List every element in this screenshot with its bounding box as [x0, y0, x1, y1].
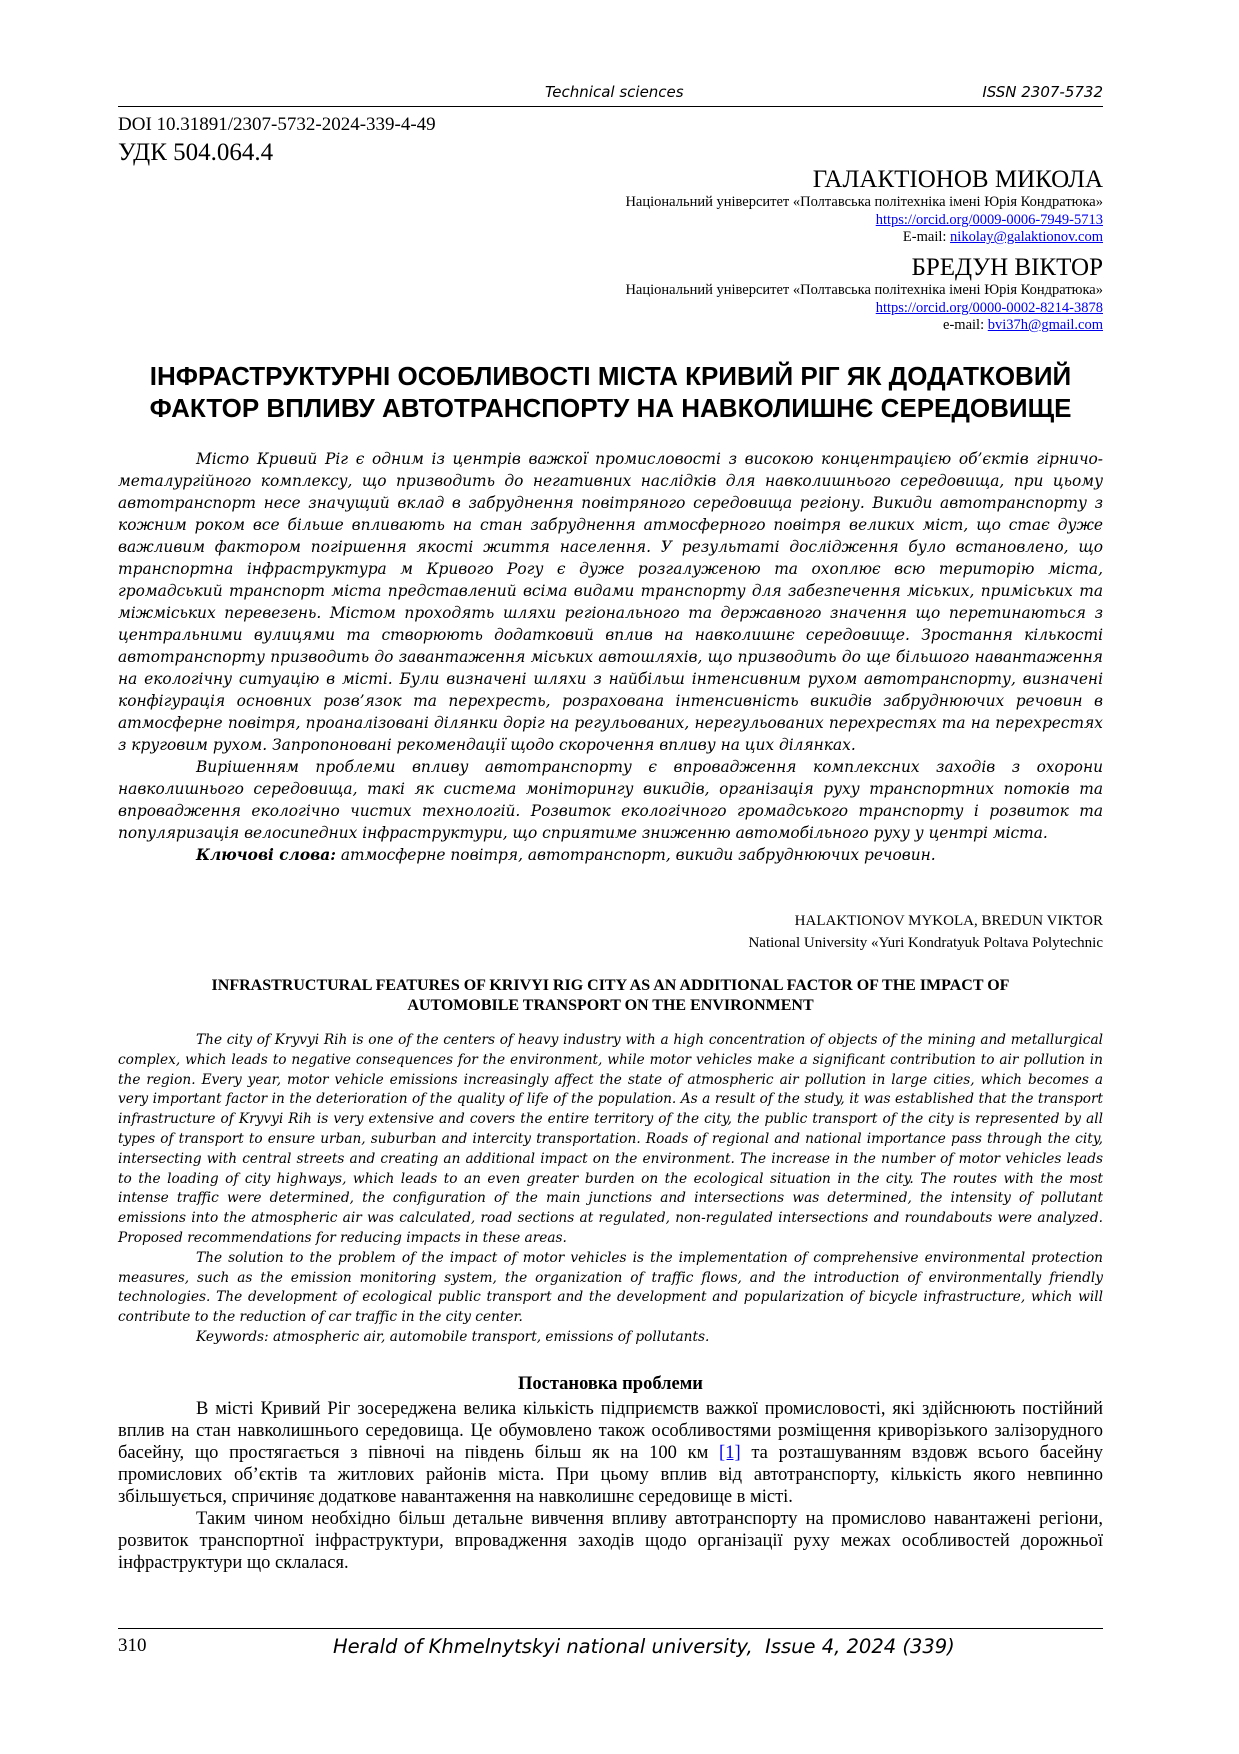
title-line: INFRASTRUCTURAL FEATURES OF KRIVYI RIG CITY AS AN ADDITIONAL FACTOR OF THE IMPACT OF — [211, 977, 1010, 994]
title-line: AUTOMOBILE TRANSPORT ON THE ENVIRONMENT — [407, 997, 814, 1014]
body-text — [118, 1398, 1103, 1574]
page-number: 310 — [118, 1635, 147, 1656]
keywords-en: Keywords: atmospheric air, automobile transport, emissions of pollutants. — [196, 1328, 710, 1345]
abstract-en — [118, 1031, 1103, 1348]
keywords-ua — [118, 844, 1103, 866]
section-heading: Постановка проблеми — [518, 1374, 703, 1394]
author-name: ГАЛАКТІОНОВ МИКОЛА — [812, 166, 1103, 193]
email-label: e-mail: — [943, 317, 985, 333]
abstract-paragraph: The city of Kryvyi Rih is one of the centers of heavy industry with a high concentration of objects of the mining and metallurgical complex, which leads to negative consequences for the environment, while motor vehicles make a significant contribution to air pollution in the region. Every year, motor vehicle emissions increasingly affect the state of atmospheric air pollution in large cities, which becomes a very important factor in the deterioration of the quality of life of the population. As a result of the study, it was established that the transport infrastructure of Kryvyi Rih is very extensive and covers the entire territory of the city, the public transport of the city is represented by all types of transport to ensure urban, suburban and intercity transportation. Roads of regional and national importance pass through the city, intersecting with central streets and creating an additional impact on the environment. The increase in the number of motor vehicles leads to the loading of city highways, which leads to an even greater burden on the ecological situation in the city. The routes with the most intense traffic were determined, the configuration of the main junctions and intersections was determined, the intensity of pollutant emissions into the atmospheric air was calculated, road sections at regulated, non-regulated intersections and roundabouts were analyzed. Proposed recommendations for reducing impacts in these areas. — [118, 1032, 1103, 1246]
header-journal-section: Technical sciences — [545, 83, 684, 101]
keywords-text: атмосферне повітря, автотранспорт, викиди забруднюючих речовин. — [340, 846, 936, 864]
orcid-link[interactable]: https://orcid.org/0000-0002-8214-3878 — [875, 299, 1103, 316]
footer-divider — [118, 1628, 1103, 1629]
en-author-block — [748, 910, 1103, 954]
orcid-link[interactable]: https://orcid.org/0009-0006-7949-5713 — [875, 211, 1103, 228]
title-line: ІНФРАСТРУКТУРНІ ОСОБЛИВОСТІ МІСТА КРИВИЙ РІГ ЯК ДОДАТКОВИЙ — [149, 361, 1072, 391]
email-link[interactable]: bvi37h@gmail.com — [987, 317, 1103, 333]
abstract-paragraph: The solution to the problem of the impact of motor vehicles is the implementation of comprehensive environmental protection measures, such as the emission monitoring system, the organization of traffic flows, and the introduction of environmentally friendly technologies. The development of ecological public transport and the development and popularization of bicycle infrastructure, which will contribute to the reduction of car traffic in the city center. — [118, 1249, 1103, 1326]
udk-code: УДК 504.064.4 — [118, 139, 274, 166]
abstract-ua — [118, 448, 1103, 866]
header-issn: ISSN 2307-5732 — [982, 83, 1103, 101]
author-affiliation: Національний університет «Полтавська політехніка імені Юрія Кондратюка» — [625, 282, 1103, 298]
author-affiliation: Національний університет «Полтавська політехніка імені Юрія Кондратюка» — [625, 194, 1103, 210]
body-paragraph: Таким чином необхідно більш детальне вивчення впливу автотранспорту на промислово навантажені регіони, розвиток транспортної інфраструктури, впровадження заходів щодо організації руху межах особливостей дорожньої інфраструктури що склалася. — [118, 1509, 1103, 1573]
body-text-span: В місті Кривий Ріг зосереджена велика кількість підприємств важкої промисловості, які здійснюють постійний вплив на стан навколишнього середовища. Це обумовлено також особливостями розміщення криворізького залізорудного басейну, що простягається з півночі на південь більш як на 100 км — [118, 1399, 1103, 1463]
abstract-paragraph: Вирішенням проблеми впливу автотранспорту є впровадження комплексних заходів з охорони навколишнього середовища, такі як система моніторингу викидів, організація руху транспортних потоків та впровадження екологічно чистих технологій. Розвиток екологічного громадського транспорту і розвиток та популяризація велосипедних інфраструктури, що сприятиме зниженню автомобільного руху у центрі міста. — [118, 758, 1103, 842]
doi: DOI 10.31891/2307-5732-2024-339-4-49 — [118, 114, 436, 135]
en-affiliation: National University «Yuri Kondratyuk Poltava Polytechnic — [748, 935, 1103, 951]
author-block-2 — [625, 254, 1103, 335]
title-line: ФАКТОР ВПЛИВУ АВТОТРАНСПОРТУ НА НАВКОЛИШНЄ СЕРЕДОВИЩЕ — [149, 393, 1072, 423]
email-link[interactable]: nikolay@galaktionov.com — [950, 229, 1103, 245]
author-block-1 — [625, 166, 1103, 247]
body-paragraph — [118, 1398, 1103, 1508]
author-name: БРЕДУН ВІКТОР — [911, 254, 1103, 281]
abstract-paragraph: Місто Кривий Ріг є одним із центрів важкої промисловості з високою концентрацією об’єктів гірничо-металургійного комплексу, що призводить до негативних наслідків для навколишнього середовища, при цьому автотранспорт несе значущий вклад в забруднення повітряного середовища регіону. Викиди автотранспорту з кожним роком все більше впливають на стан забруднення атмосферного повітря великих міст, що стає дуже важливим фактором погіршення якості життя населення. У результаті дослідження було встановлено, що транспортна інфраструктура м Кривого Рогу є дуже розгалуженою та охоплює всю територію міста, громадський транспорт міста представлений всіма видами транспорту для забезпечення міських, приміських та міжміських перевезень. Містом проходять шляхи регіонального та державного значення що перетинаються з центральними вулицями та створюють додатковий вплив на навколишнє середовище. Зростання кількості автотранспорту призводить до завантаження міських автошляхів, що призводить до ще більшого навантаження на екологічну ситуацію в місті. Були визначені шляхи з найбільш інтенсивним рухом автотранспорту, визначені конфігурація основних розв’язок та перехресть, розрахована інтенсивність викидів забруднюючих речовин в атмосферне повітря, проаналізовані ділянки доріг на регульованих, нерегульованих перехрестях та на перехрестях з круговим рухом. Запропоновані рекомендації щодо скорочення впливу на цих ділянках. — [118, 450, 1103, 754]
email-label: E-mail: — [902, 229, 947, 245]
reference-link[interactable]: [1] — [719, 1443, 741, 1463]
body-text-span: та розташуванням вздовж всього басейну промислових об’єктів та житлових районів міста. При цьому вплив від автотранспорту, кількість якого невпинно збільшується, спричиняє додаткове навантаження на навколишнє середовище в місті. — [118, 1443, 1103, 1507]
footer-journal: Herald of Khmelnytskyi national university, Issue 4, 2024 (339) — [333, 1635, 955, 1658]
en-authors-names: HALAKTIONOV MYKOLA, BREDUN VIKTOR — [794, 913, 1103, 929]
article-title-en — [118, 976, 1103, 1016]
article-title-ua — [118, 360, 1103, 424]
keywords-label: Ключові слова: — [196, 846, 336, 864]
header-divider — [118, 106, 1103, 107]
